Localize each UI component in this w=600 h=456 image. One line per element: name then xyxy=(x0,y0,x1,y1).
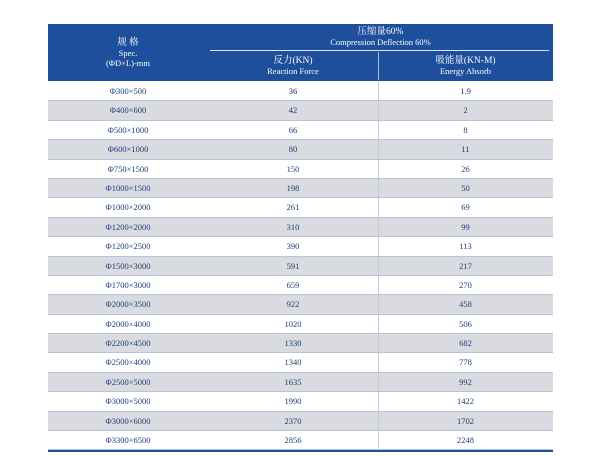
table-header xyxy=(48,24,553,82)
energy-cell: 778 xyxy=(459,357,472,368)
column-divider xyxy=(378,218,379,236)
spec-cell: Φ1200×2500 xyxy=(105,241,151,252)
column-divider xyxy=(378,198,379,216)
column-divider xyxy=(378,121,379,139)
energy-cell: 270 xyxy=(459,279,472,290)
table-row xyxy=(48,295,553,314)
energy-cell: 458 xyxy=(459,299,472,310)
force-cell: 2856 xyxy=(284,435,302,446)
spec-cell: Φ300×500 xyxy=(109,86,147,96)
spec-cell: Φ1000×2000 xyxy=(105,202,151,213)
force-cell: 1330 xyxy=(284,338,302,349)
table-row xyxy=(48,315,553,334)
force-cell: 261 xyxy=(286,202,300,213)
group-header-en: Compression Deflection 60% xyxy=(330,37,431,47)
spec-cell: Φ2500×4000 xyxy=(105,357,151,368)
force-cell: 42 xyxy=(288,105,298,116)
table-row xyxy=(48,101,553,120)
header-divider xyxy=(210,50,549,51)
column-divider xyxy=(378,276,379,294)
force-cell: 1340 xyxy=(284,357,302,368)
compression-group-header xyxy=(208,25,553,49)
column-divider xyxy=(378,373,379,391)
force-cell: 66 xyxy=(288,124,298,135)
column-divider xyxy=(378,412,379,430)
force-cell: 80 xyxy=(288,144,298,155)
energy-cell: 2248 xyxy=(457,435,474,446)
column-divider xyxy=(378,179,379,197)
energy-cell: 506 xyxy=(459,318,472,329)
energy-cell: 113 xyxy=(459,241,472,252)
table-row xyxy=(48,160,553,179)
energy-header-cn: 吸能量(KN-M) xyxy=(435,56,496,66)
force-cell: 198 xyxy=(286,182,300,193)
table-row xyxy=(48,412,553,431)
table-row xyxy=(48,334,553,353)
spec-cell: Φ1700×3000 xyxy=(105,279,151,290)
spec-cell: Φ2000×4000 xyxy=(105,318,151,329)
reaction-force-header xyxy=(208,52,378,80)
force-cell: 36 xyxy=(288,86,298,96)
force-cell: 310 xyxy=(286,221,300,232)
spec-cell: Φ500×1000 xyxy=(107,124,149,135)
force-cell: 150 xyxy=(286,163,300,174)
group-header-cn: 压缩量60% xyxy=(357,27,404,37)
spec-cell: Φ750×1500 xyxy=(107,163,149,174)
spec-cell: Φ1000×1500 xyxy=(105,182,151,193)
energy-cell: 26 xyxy=(461,163,470,174)
energy-cell: 682 xyxy=(459,338,472,349)
column-divider xyxy=(378,392,379,410)
spec-cell: Φ600×1000 xyxy=(107,144,149,155)
energy-header-en: Energy Absorb xyxy=(439,66,492,76)
table-row xyxy=(48,353,553,372)
spec-cell: Φ2500×5000 xyxy=(105,376,151,387)
table-row xyxy=(48,198,553,217)
force-cell: 922 xyxy=(286,299,300,310)
energy-cell: 217 xyxy=(459,260,472,271)
table-row xyxy=(48,257,553,276)
spec-header-unit: (ΦD×L)-mm xyxy=(105,57,151,68)
column-divider xyxy=(378,237,379,255)
fender-spec-table xyxy=(48,24,553,452)
force-cell: 390 xyxy=(286,241,300,252)
energy-cell: 69 xyxy=(461,202,470,213)
force-cell: 659 xyxy=(286,279,300,290)
column-divider xyxy=(378,431,379,449)
spec-cell: Φ400×600 xyxy=(109,105,147,116)
energy-cell: 8 xyxy=(463,124,468,135)
table-body xyxy=(48,82,553,450)
table-row xyxy=(48,431,553,450)
column-divider xyxy=(378,257,379,275)
table-row xyxy=(48,237,553,256)
spec-cell: Φ2200×4500 xyxy=(105,338,151,349)
column-divider xyxy=(378,334,379,352)
force-cell: 1635 xyxy=(284,376,302,387)
spec-header-cn: 规 格 xyxy=(117,37,139,48)
column-divider xyxy=(378,140,379,158)
table-row xyxy=(48,140,553,159)
table-row xyxy=(48,276,553,295)
energy-cell: 1422 xyxy=(457,396,474,407)
table-row xyxy=(48,121,553,140)
energy-cell: 50 xyxy=(461,182,470,193)
table-bottom-border xyxy=(48,450,553,452)
column-divider xyxy=(378,160,379,178)
column-divider xyxy=(378,295,379,313)
force-cell: 591 xyxy=(286,260,300,271)
table-row xyxy=(48,218,553,237)
spec-header-en: Spec. xyxy=(118,47,138,58)
table-row xyxy=(48,82,553,101)
spec-cell: Φ3300×6500 xyxy=(105,435,151,446)
energy-cell: 1702 xyxy=(457,415,474,426)
energy-cell: 99 xyxy=(461,221,470,232)
column-divider xyxy=(378,353,379,371)
table-row xyxy=(48,179,553,198)
spec-cell: Φ3000×6000 xyxy=(105,415,151,426)
column-divider xyxy=(378,101,379,119)
force-header-en: Reaction Force xyxy=(267,66,319,76)
energy-cell: 11 xyxy=(461,144,470,155)
spec-column-header xyxy=(48,24,208,81)
spec-cell: Φ2000×3500 xyxy=(105,299,151,310)
force-cell: 1990 xyxy=(284,396,302,407)
spec-cell: Φ1500×3000 xyxy=(105,260,151,271)
table-row xyxy=(48,373,553,392)
force-cell: 2370 xyxy=(284,415,302,426)
column-divider xyxy=(378,315,379,333)
spec-cell: Φ1200×2000 xyxy=(105,221,151,232)
energy-cell: 2 xyxy=(463,105,468,116)
force-cell: 1020 xyxy=(284,318,302,329)
spec-cell: Φ3000×5000 xyxy=(105,396,151,407)
energy-cell: 992 xyxy=(459,376,472,387)
column-divider xyxy=(378,82,379,100)
table-row xyxy=(48,392,553,411)
force-header-cn: 反力(KN) xyxy=(273,56,313,66)
energy-absorb-header xyxy=(378,52,553,80)
energy-cell: 1.9 xyxy=(460,86,471,96)
